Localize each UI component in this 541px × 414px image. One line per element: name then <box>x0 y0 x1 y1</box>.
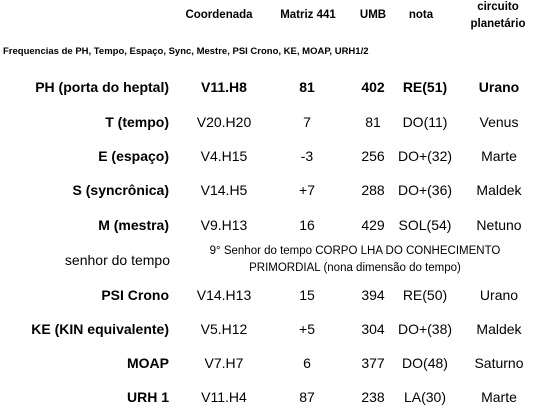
table-row <box>0 71 541 103</box>
row-circuito: Urano <box>478 79 520 95</box>
row-name: KE (KIN equivalente) <box>31 321 169 337</box>
row-matriz: 16 <box>299 217 315 233</box>
header-nota: nota <box>408 9 434 21</box>
row-matriz: +7 <box>299 182 315 198</box>
row-coordenada: V14.H13 <box>196 287 252 303</box>
header-coordenada: Coordenada <box>185 9 253 21</box>
row-circuito: Marte <box>481 389 517 405</box>
row-nota: LA(30) <box>403 389 447 405</box>
row-umb: 238 <box>361 389 385 405</box>
row-matriz: 81 <box>299 79 315 95</box>
row-coordenada: V5.H12 <box>200 321 248 337</box>
row-coordenada: V9.H13 <box>200 217 248 233</box>
row-circuito: Maldek <box>476 182 522 198</box>
row-matriz: 7 <box>303 114 311 130</box>
row-name: PH (porta do heptal) <box>35 79 169 95</box>
row-umb: 394 <box>361 287 385 303</box>
row-nota: DO+(36) <box>397 182 453 198</box>
table-row <box>0 106 541 138</box>
row-coordenada: V14.H5 <box>200 182 248 198</box>
row-umb: 81 <box>365 114 381 130</box>
row-circuito: Netuno <box>476 217 522 233</box>
row-circuito: Venus <box>479 114 519 130</box>
row-nota: DO+(38) <box>397 321 453 337</box>
subtitle: Frequencias de PH, Tempo, Espaço, Sync, Mestre, PSI Crono, KE, MOAP, URH1/2 <box>3 46 369 57</box>
header-circuito-line2: planetário <box>470 18 526 30</box>
senhor-note-line2: PRIMORDIAL (nona dimensão do tempo) <box>249 262 461 274</box>
row-umb: 429 <box>361 217 385 233</box>
row-circuito: Marte <box>481 148 517 164</box>
senhor-note <box>190 243 520 277</box>
row-matriz: 87 <box>299 389 315 405</box>
table-row <box>0 279 541 311</box>
row-circuito: Saturno <box>474 355 524 371</box>
row-nota: DO+(32) <box>397 148 453 164</box>
header-umb: UMB <box>359 9 387 21</box>
row-name: URH 1 <box>126 389 169 405</box>
row-name: PSI Crono <box>101 287 169 303</box>
row-matriz: 6 <box>303 355 311 371</box>
row-matriz: 15 <box>299 287 315 303</box>
row-matriz: -3 <box>300 148 314 164</box>
table-row <box>0 209 541 241</box>
row-coordenada: V11.H4 <box>201 389 247 405</box>
header-matriz: Matriz 441 <box>280 9 336 21</box>
row-matriz: +5 <box>299 321 315 337</box>
table-row <box>0 381 541 413</box>
senhor-label: senhor do tempo <box>64 252 170 268</box>
row-nota: RE(51) <box>402 79 448 95</box>
row-nota: RE(50) <box>402 287 448 303</box>
table-row <box>0 347 541 379</box>
table-row <box>0 313 541 345</box>
header-circuito-line1: circuito <box>477 1 519 13</box>
row-coordenada: V7.H7 <box>204 355 244 371</box>
row-coordenada: V4.H15 <box>200 148 248 164</box>
row-coordenada: V20.H20 <box>196 114 252 130</box>
row-circuito: Urano <box>479 287 519 303</box>
row-name: M (mestra) <box>98 217 169 233</box>
senhor-note-line1: 9° Senhor do tempo CORPO LHA DO CONHECIMENTO <box>209 245 501 257</box>
row-umb: 256 <box>361 148 385 164</box>
row-name: T (tempo) <box>105 114 169 130</box>
row-nota: DO(11) <box>402 114 448 130</box>
table-row <box>0 140 541 172</box>
row-nota: SOL(54) <box>398 217 452 233</box>
row-umb: 288 <box>361 182 385 198</box>
row-coordenada: V11.H8 <box>201 79 247 95</box>
row-nota: DO(48) <box>402 355 448 371</box>
table-row <box>0 174 541 206</box>
row-name: MOAP <box>127 355 169 371</box>
row-umb: 304 <box>361 321 385 337</box>
row-name: S (syncrônica) <box>72 182 169 198</box>
row-name: E (espaço) <box>98 148 169 164</box>
row-umb: 402 <box>361 79 385 95</box>
row-circuito: Maldek <box>476 321 522 337</box>
row-umb: 377 <box>361 355 385 371</box>
